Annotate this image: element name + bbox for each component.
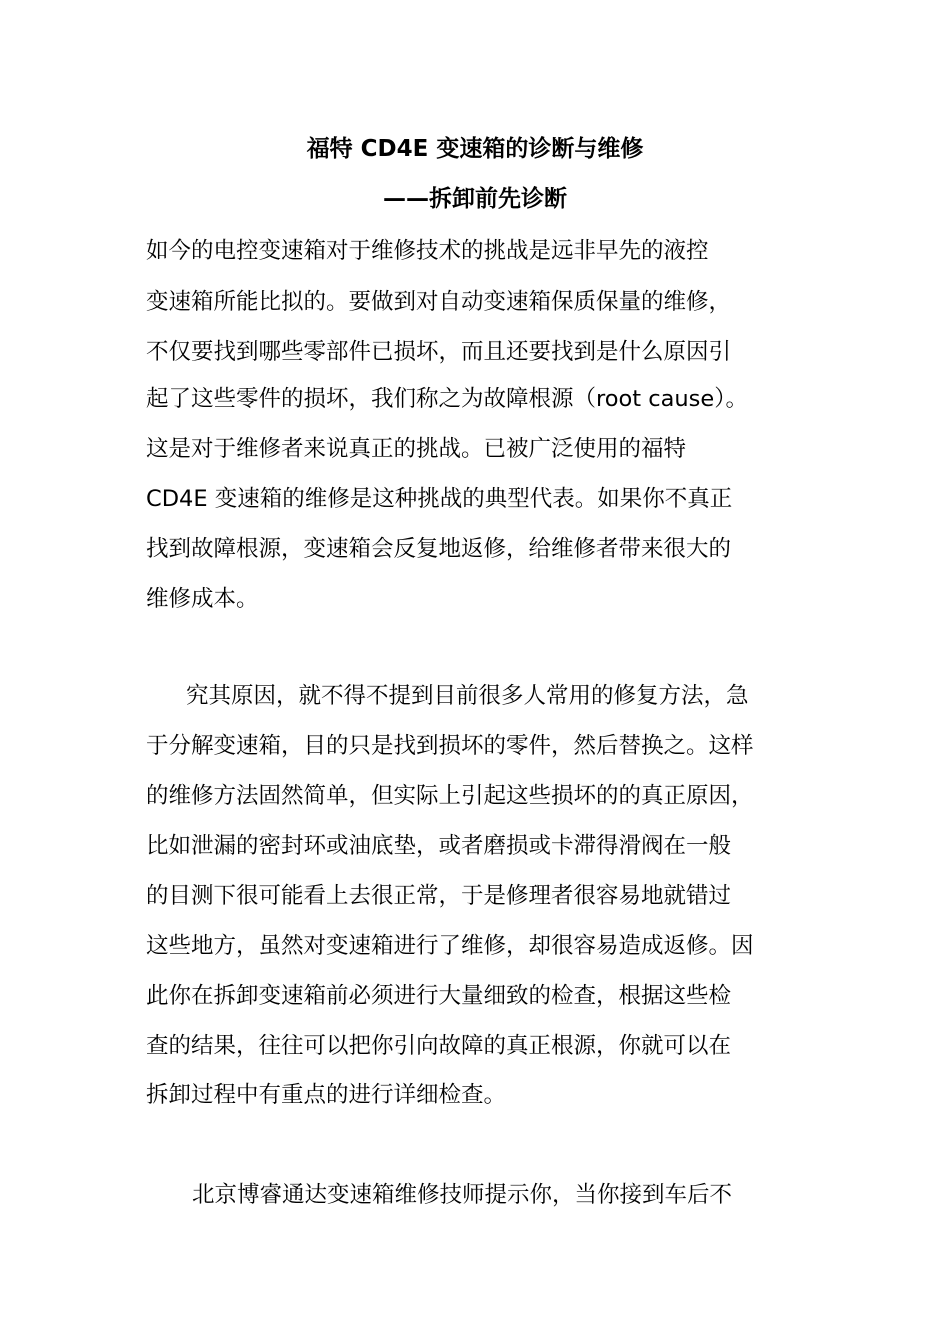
paragraph-2-line: 此你在拆卸变速箱前必须进行大量细致的检查，根据这些检 [146,983,732,1009]
document-title: 福特 CD4E 变速箱的诊断与维修 [306,136,644,162]
paragraph-1-line: 不仅要找到哪些零部件已损坏，而且还要找到是什么原因引 [146,339,732,365]
paragraph-2-line: 于分解变速箱，目的只是找到损坏的零件，然后替换之。这样 [146,733,754,759]
paragraph-1-line: 这是对于维修者来说真正的挑战。已被广泛使用的福特 [146,436,687,462]
paragraph-1-line: 变速箱所能比拟的。要做到对自动变速箱保质保量的维修， [146,289,732,315]
paragraph-1-line: CD4E 变速箱的维修是这种挑战的典型代表。如果你不真正 [146,486,733,512]
paragraph-2-line: 的维修方法固然简单，但实际上引起这些损坏的的真正原因， [146,783,754,809]
paragraph-1-line: 起了这些零件的损坏，我们称之为故障根源（root cause）。 [146,386,748,412]
paragraph-1-line: 如今的电控变速箱对于维修技术的挑战是远非早先的液控 [146,238,709,264]
paragraph-2-line: 比如泄漏的密封环或油底垫，或者磨损或卡滞得滑阀在一般 [146,833,732,859]
paragraph-2-line: 这些地方，虽然对变速箱进行了维修，却很容易造成返修。因 [146,933,754,959]
paragraph-2-line: 的目测下很可能看上去很正常，于是修理者很容易地就错过 [146,883,732,909]
paragraph-1-line: 找到故障根源，变速箱会反复地返修，给维修者带来很大的 [146,536,732,562]
paragraph-2-line: 拆卸过程中有重点的进行详细检查。 [146,1082,507,1108]
paragraph-3-line: 北京博睿通达变速箱维修技师提示你，当你接到车后不 [192,1182,733,1208]
paragraph-2-line: 查的结果，往往可以把你引向故障的真正根源，你就可以在 [146,1033,732,1059]
paragraph-1-line: 维修成本。 [146,586,259,612]
document-subtitle: ——拆卸前先诊断 [383,186,567,212]
paragraph-2-line: 究其原因，就不得不提到目前很多人常用的修复方法，急 [186,683,749,709]
